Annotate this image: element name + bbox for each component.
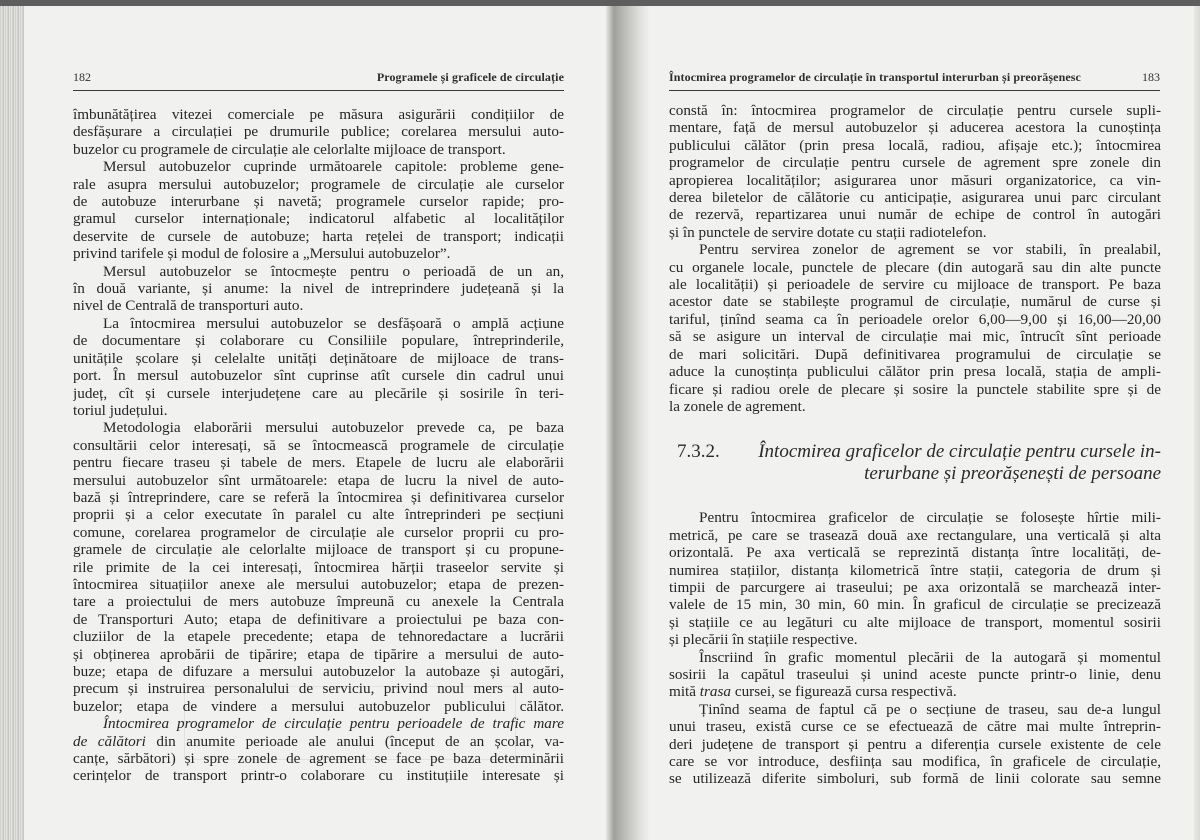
text-line: timpii de parcurgere ai traseului; pe axa orizontală se marchează inter-	[669, 578, 1161, 596]
text-line: rile primite de la cei interesați, întocmirea hărții traseelor servite și	[73, 558, 564, 576]
text-line: programelor de circulație pentru cursele de agrement spre zonele din	[669, 154, 1161, 172]
right-page	[650, 6, 1194, 840]
text-line: de autobuze interurbane și navetă; programele curselor rapide; pro-	[73, 193, 564, 211]
section-heading-row	[669, 441, 1161, 463]
text-line: pentru fiecare traseu și tabele de mers. Etapele de lucru ale elaborării	[73, 454, 564, 472]
book-gutter	[606, 6, 650, 840]
text-line: județ, cît și cursele interjudețene care au plecările și sosirile în teri-	[73, 384, 564, 402]
text-line: unui traseu, există curse ce se efectuează de către mai multe întreprin-	[669, 718, 1161, 736]
text-line: tariful, ținînd seama ca în perioadele orelor 6,00—9,00 și 16,00—20,00	[669, 310, 1161, 328]
right-running-title: Întocmirea programelor de circulație în transportul interurban și preorășenesc	[669, 70, 1081, 84]
text-line: Pentru servirea zonelor de agrement se vor stabili, în prealabil,	[699, 241, 1161, 259]
book-spread	[0, 6, 1200, 840]
text-line: întocmirea situațiilor anexe ale mersului autobuzelor; etapa de prezen-	[73, 575, 564, 593]
text-line: ficare și radiou orele de plecare și sosire la punctele stabilite spre și de	[669, 380, 1161, 398]
text-line: de Transporturi Auto; etapa de definitivare a proiectului pe baza con-	[73, 610, 564, 628]
text-line: Înscriind în grafic momentul plecării de la autogară și momentul	[699, 648, 1161, 666]
text-line: Metodologia elaborării mersului autobuzelor prevede ca, pe baza	[103, 419, 564, 437]
right-running-head	[669, 70, 1160, 91]
text-line: și în punctele de servire dotate cu stații radiotelefon.	[669, 223, 987, 241]
text-fragment: din anumite perioade ale anului (început de an școlar, va-	[145, 732, 564, 750]
text-line: tare a proiectului de mers autobuze împreună cu anexele la Centrala	[73, 593, 564, 611]
text-line	[73, 733, 564, 750]
section-title-line: terurbane și preorășenești de persoane	[864, 463, 1161, 485]
page-edges-right	[1194, 6, 1200, 840]
text-line: derea biletelor de călătorie cu anticipație, asigurarea unui parc circulant	[669, 189, 1161, 207]
section-title-line: Întocmirea graficelor de circulație pentru cursele in-	[758, 441, 1161, 463]
text-line: La întocmirea mersului autobuzelor se desfășoară o amplă acțiune	[103, 314, 564, 332]
left-body-text	[73, 106, 564, 785]
text-line: buzelor; etapa de vindere a mersului autobuzelor publicului călător.	[73, 697, 564, 715]
page-edges-left	[0, 6, 24, 840]
text-line: de documentare și colaborare cu Consiliile populare, întreprinderile,	[73, 332, 564, 350]
text-line: numirea stațiilor, distanța kilometrică între stații, categoria de drum și	[669, 561, 1161, 579]
text-line: cluziilor de la etapele precedente; etapa de tehnoredactare a lucrării	[73, 628, 564, 646]
italic-lead-term: de călători	[73, 732, 146, 750]
text-line: orizontală. Pe axa verticală se reprezintă distanța între localități, de-	[669, 544, 1161, 562]
text-line: apropierea localităților; asigurarea unor măsuri organizatorice, ca vin-	[669, 171, 1161, 189]
text-line: gramele de circulație ale celorlalte mijloace de transport și cu propune-	[73, 541, 564, 559]
right-body-text	[669, 102, 1161, 788]
text-line: Mersul autobuzelor cuprinde următoarele capitole: probleme gene-	[103, 158, 564, 176]
text-line: consultării celor interesați, să se întocmească programele de circulație	[73, 436, 564, 454]
text-line: privind tarifele și modul de folosire a „Mersului autobuzelor”.	[73, 245, 451, 263]
text-line: Ținînd seama de faptul că pe o secțiune de traseu, sau de-a lungul	[699, 700, 1161, 718]
italic-term-trasa: trasa	[699, 683, 732, 701]
text-line: bază și întreprindere, care se referă la întocmirea și definitivarea curselor	[73, 488, 564, 506]
text-line: metrică, pe care se trasează două axe rectangulare, una verticală și alta	[669, 526, 1161, 544]
text-line: cerințelor de transport printr-o colaborare cu instituțiile interesate și	[73, 767, 564, 785]
left-page-number: 182	[73, 70, 91, 84]
text-line: care se vor introduce, desființa sau modifica, în graficele de circulație,	[669, 753, 1161, 770]
text-line: ale localității) și perioadele de servire cu mijloace de transport. Pe baza	[669, 276, 1161, 294]
text-line: să se asigure un interval de circulație mai mic, întrucît sînt perioade	[669, 328, 1161, 346]
left-page	[24, 6, 594, 840]
text-line: valele de 15 min, 30 min, 60 min. În graficul de circulație se precizează	[669, 596, 1161, 614]
text-line: precum și instruirea personalului de serviciu, privind noul mers al auto-	[73, 680, 564, 698]
text-line: canțe, sărbători) și spre zonele de agrement se face pe baza determinării	[73, 750, 564, 768]
text-line: deservite de cursele de autobuze; harta rețelei de transport; indicații	[73, 227, 564, 245]
text-line: și stațiile ce au legături cu alte mijloace de transport, momentul sosirii	[669, 613, 1161, 631]
text-line: unitățile școlare și celelalte unități deținătoare de mijloace de trans-	[73, 349, 564, 367]
text-line	[669, 683, 1161, 700]
text-line: desfășurare a circulației pe drumurile publice; corelarea mersului auto-	[73, 123, 564, 141]
text-line: port. În mersul autobuzelor sînt cuprinse atît cursele din cadrul unui	[73, 367, 564, 385]
left-running-title: Programele și graficele de circulație	[376, 70, 564, 84]
text-line: gramul curselor internaționale; indicatorul alfabetic al localităților	[73, 210, 564, 228]
text-line: deri județene de transport și pentru a diferenția cursele existente de cele	[669, 735, 1161, 753]
text-line: se utilizează diferite simboluri, sub formă de linii colorate sau semne	[669, 770, 1161, 788]
text-line: Mersul autobuzelor se întocmește pentru o perioadă de un an,	[103, 262, 564, 280]
text-line: Pentru întocmirea graficelor de circulație se folosește hîrtie mili-	[699, 509, 1161, 527]
text-line: toriul județului.	[73, 401, 168, 419]
text-line: publicului călător (prin presa locală, radiou, afișaje etc.); întocmirea	[669, 136, 1161, 154]
text-line: mersului autobuzelor sînt următoarele: etapa de lucru la nivel de auto-	[73, 471, 564, 489]
text-line: îmbunătățirea vitezei comerciale pe măsura asigurării condițiilor de	[73, 106, 564, 123]
text-line: comune, corelarea programelor de circulație ale curselor proprii cu pro-	[73, 523, 564, 541]
section-number: 7.3.2.	[677, 441, 720, 463]
text-line: mentare, față de mersul autobuzelor și aducerea acestora la cunoștința	[669, 119, 1161, 137]
text-line: de mari solicitări. După definitivarea programului de circulație se	[669, 345, 1161, 363]
text-fragment: cursei, se figurează cursa respectivă.	[731, 683, 957, 701]
text-line: buze; etapa de difuzare a mersului autobuzelor la autobaze și autogări,	[73, 663, 564, 680]
text-line: buzelor cu programele de circulație ale celorlalte mijloace de transport.	[73, 140, 506, 158]
right-page-number: 183	[1142, 70, 1160, 84]
text-line: constă în: întocmirea programelor de circulație pentru cursele supli-	[669, 102, 1161, 119]
italic-lead-line: Întocmirea programelor de circulație pentru perioadele de trafic mare	[103, 715, 564, 733]
text-line: și obținerea aprobării de tipărire; etapa de tipărire a mersului de auto-	[73, 645, 564, 663]
text-line: la zonele de agrement.	[669, 397, 806, 415]
text-line: cu organele locale, punctele de plecare (din autogară sau din alte puncte	[669, 258, 1161, 276]
left-running-head	[73, 70, 564, 91]
text-line: sosirii la capătul traseului și unind aceste puncte printr-o linie, denu	[669, 665, 1161, 683]
text-line: nivel de Centrală de transporturi auto.	[73, 297, 304, 315]
text-line: acestor date se stabilește programul de circulație, numărul de curse și	[669, 293, 1161, 311]
section-heading	[669, 441, 1161, 485]
text-line: și plecării în stațiile respective.	[669, 631, 858, 649]
text-line: proprii și a celor executate în paralel cu alte întreprinderi pe secțiuni	[73, 506, 564, 524]
text-line: rale asupra mersului autobuzelor; programele de circulație ale curselor	[73, 175, 564, 193]
text-line: de rezervă, repartizarea unui număr de echipe de control în autogări	[669, 206, 1161, 224]
text-line: aduce la cunoștința publicului călător prin presa locală, stația de ampli-	[669, 363, 1161, 381]
text-fragment: mită	[669, 683, 700, 701]
text-line: în două variante, și anume: la nivel de intreprindere județeană și la	[73, 280, 564, 298]
